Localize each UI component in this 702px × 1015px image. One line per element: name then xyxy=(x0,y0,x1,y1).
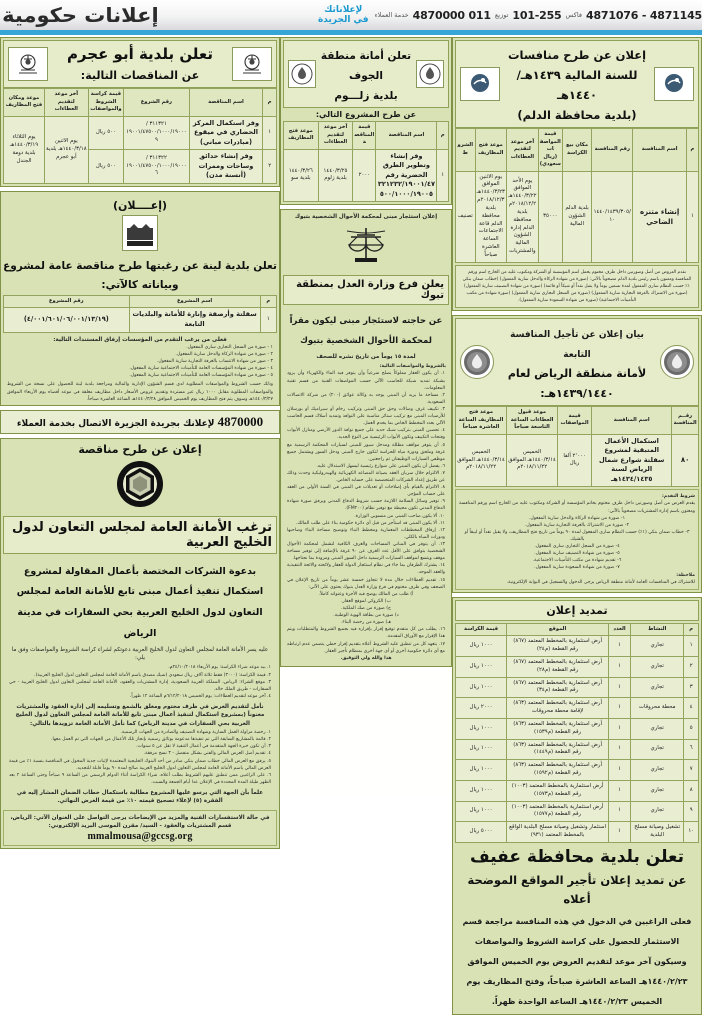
gcc-requirement: ٦. على الراغبين ممن تنطبق عليهم الشروط بطلب أعلاه، شراء الكراسة أثناء الدوام الرسمي من الساعة ٩ صباحاً وحتى الساعة ٢ بعد الظهر طيلة المدة المحددة في الإعلان عدا أيام الجمعة والسبت. xyxy=(9,772,271,785)
cell-activity: تجاري xyxy=(630,739,683,760)
justice-logo-wrap xyxy=(283,225,449,273)
cell-name: استكمال الأعمال المتبقية لمشروع سفلتة شوارع شمال الرياض لسنة ١٤٣٤/١٤٣٥هـ xyxy=(592,434,672,487)
left-column xyxy=(0,37,280,849)
justice-condition: ب) الكروكي لموقع العقار. xyxy=(341,598,391,604)
ad-abu-ajram xyxy=(0,37,280,187)
table-header-row xyxy=(4,89,277,117)
ad-riyadh-postpone xyxy=(452,315,702,593)
cell-count: ١ xyxy=(609,698,631,719)
riyadh-term: ٣- خطاب ضمان بنكي (١٪) حسب النظام ساري المفعول لمدة ٩٠ يوماً من تاريخ فتح المظاريف، ولا يقبل نقداً أو لبيقاً أو بالشيك. xyxy=(464,529,690,542)
linah-kicker: (إعــــلان) xyxy=(112,198,168,212)
table-row xyxy=(4,116,277,150)
justice-condition: ٣. تكييف غرف وصالات وحق حق المبنى وتركيب رخام أو سيراميك أو بورسلان للأرضيات المبنى مع تركيب ستائر مناسبة على النوافذ وتمديد أسلاك قسم الحاسب الآلي بعدد المخطط الخاص بما يخدم العمل. xyxy=(287,406,445,427)
ad-jouf xyxy=(280,37,452,205)
col-activity: النشاط xyxy=(630,623,683,636)
col-no: م xyxy=(437,122,449,150)
justice-conditions-label: بالشروط والمواصفات التالية: xyxy=(379,364,446,370)
cell-no: ٧ xyxy=(684,760,699,781)
cell-no: ٦ xyxy=(684,739,699,760)
cell-opening: ١٤٤٠/٣/٢٦ بلدية سو xyxy=(284,149,319,202)
justice-condition: ج) صورة من صك الملكية. xyxy=(341,606,391,612)
cell-count: ١ xyxy=(609,677,631,698)
ad-afif xyxy=(452,597,702,1015)
gcc-contact-box xyxy=(3,810,277,846)
cell-count: ١ xyxy=(609,636,631,657)
gcc-requirement: ١. رخصة مزاولة العمل السارية وشهادة التصنيف والصادرة من الجهات الرسمية. xyxy=(120,730,271,736)
linah-logo-wrap xyxy=(3,215,277,252)
cell-open: الخميس ١٤٤٠/٣/١٤هـ الموافق ٢٠١٨/١١/٢٢م xyxy=(456,434,507,487)
col-open: موعد فتح المظاريف الساعة العاشرة صباحاً xyxy=(456,407,507,435)
justice-banner: إعلان استئجار مبنى لمحكمة الأحوال الشخصية بتبوك xyxy=(294,214,438,221)
cell-deadline: يوم الاثنين ١٤٤٠/٣/١٨هـ بلدية أبو عجرم xyxy=(44,116,88,183)
masthead xyxy=(0,0,702,30)
gcc-subtitle-wrap xyxy=(3,557,277,644)
linah-doc-item: ٥ - صورة من شهادة المؤسسات العامة للتأمينات الاجتماعية سارية المفعول. xyxy=(129,373,273,379)
justice-duration: لمدة ١٥ يوماً من تاريخ نشره للصحف xyxy=(316,353,416,360)
dalam-municipality-emblem-icon xyxy=(654,67,694,101)
cell-activity: تجاري xyxy=(630,760,683,781)
table-header-row xyxy=(456,623,699,636)
cell-conditions: تصنيف xyxy=(456,171,476,262)
col-location: الموقع xyxy=(507,623,609,636)
table-row xyxy=(456,718,699,739)
table-row xyxy=(456,698,699,719)
col-value: قيمة المناقصة xyxy=(353,122,376,150)
gcc-subtitle: بدعوة الشركات المختصة بأعمال المقاولة لمشروع استكمال تنفيذ أعمال مبنى تابع للأمانة العامة لمجلس التعاون لدول الخليج العربية بحي السفارات في مدينة الرياض xyxy=(16,565,264,639)
cell-activity: تجاري xyxy=(630,656,683,677)
masthead-contact-block xyxy=(375,9,702,22)
riyadh-title-block xyxy=(498,322,656,402)
afif-footer-title: تعلن بلدية محافظة عفيف xyxy=(469,846,684,867)
riyadh-term: ٦- تقديم شهادة من مكتب التأمينات الاجتماعية. xyxy=(532,558,622,564)
justice-condition: ٨. الالتزام بالقيام بأي إصلاحات أو تعديلات في المبنى في السنة الأولى من العقد على حساب المؤجر. xyxy=(287,485,445,498)
cell-no: ١ xyxy=(263,116,277,150)
jouf-title-block xyxy=(320,44,412,104)
cell-location: أرض استثمارية بالمخطط المعتمد (٨٦٧) رقم القطعة (م٢٤) xyxy=(507,636,609,657)
riyadh-emirate-emblem-icon xyxy=(660,345,694,379)
cell-no: ١ xyxy=(686,171,698,262)
cell-no: ١ xyxy=(260,308,276,332)
masthead-tagline xyxy=(312,5,375,25)
cell-price: ٢٠٠٠ ريال xyxy=(456,698,507,719)
subscriptions-label: توزيع xyxy=(494,11,509,19)
cell-price: ١٠٠٠ ريال xyxy=(456,636,507,657)
linah-title: تعلن بلدية لينة عن رغبتها طرح مناقصة عامة لمشروع وبياناته كالآتي: xyxy=(3,259,277,291)
cell-specs: ٢٬٠٠٠ ألفا ريال xyxy=(558,434,592,487)
gcc-closing: علماً بأن الجهة التي يرسو عليها المشروع مطالبة باستكمال خطاب الضمان المشار إليه في الفقرة (٥) لإعلاء تصحيح قيمته ١٠٪ من قيمة العرض النهائي. xyxy=(16,790,264,805)
jouf-header xyxy=(283,40,449,108)
right-column xyxy=(452,37,702,1015)
abu-ajram-subtitle: عن المناقصات التالية: xyxy=(80,69,200,82)
riyadh-terms-box xyxy=(455,489,699,589)
table-row xyxy=(284,149,449,202)
cell-no: ٢ xyxy=(263,150,277,184)
col-no: م xyxy=(260,295,276,308)
ad-strip-phone: 4870000 xyxy=(217,413,264,429)
abu-ajram-table xyxy=(3,88,277,184)
dalam-municipality-emblem-icon-2 xyxy=(460,67,500,101)
riyadh-terms-title: شروط التقدم: xyxy=(662,494,695,500)
gcc-mid-paragraph: نأمل لتقديم العرض في ظرف مختوم ومغلق بالشمع وتسليمه إلى إدارة العقود والمشتريات معنوناً (بمشروع استكمال لتنفيذ أعمال مبنى تابع للأمانة العامة لمجلس التعاون لدول الخليج العربية بحي السفارات في مدينة الرياض) كما نأمل الأمانة العامة تزويدها بالتالي: xyxy=(15,703,265,727)
justice-subtitle: عن حاجته لاستئجار مبنى ليكون مقراً لمحكمة الأحوال الشخصية بتبوك xyxy=(289,315,443,347)
cell-no: ٩ xyxy=(684,801,699,822)
col-no: م xyxy=(263,89,277,117)
cell-no: ١٠ xyxy=(684,822,699,843)
ad-linah xyxy=(0,191,280,406)
col-name: اسم المناقصة xyxy=(376,122,437,150)
riyadh-term: ٥- صورة من شهادة التصنيف سارية المفعول. xyxy=(534,551,620,557)
justice-subtitle-wrap xyxy=(283,305,449,352)
gcc-requirement: ٣. أن تكون خبرة الجهة المتقدمة في أعمال التنفيذ لا تقل عن ٥ سنوات. xyxy=(136,744,271,750)
cell-price: ١٠٠٠ ريال xyxy=(456,718,507,739)
cell-location: أرض استثمارية بالمخطط المعتمد (٨٦٣) رقم القطعة (م١٤٤٩) xyxy=(507,739,609,760)
cell-booklet: ٥٠٠ ريال xyxy=(88,116,123,150)
riyadh-title-line1: بيان إعلان عن تأجيل المنافسة التابعة xyxy=(510,330,644,360)
table-header-row xyxy=(456,129,699,172)
cell-name: وفر إنشاء وتطوير الطرق الحضرية رقم ٣٢١٢٣٢/١٩٠٠١/٤٧٥٠٠/١٠٠٠/١٩٠٠٥ xyxy=(376,149,437,202)
justice-condition: ٤. تحصين المبنى بتركيب شبك حديد على جميع نوافذ الدور الأرضي ومنازل الأبواب وفتحات التكييف وتكون الأبواب الرئيسية من النوع الجديد. xyxy=(287,428,445,441)
gcc-email[interactable]: mmalmousa@gccsg.org xyxy=(87,830,193,842)
gcc-lead: عليه يسر الأمانة العامة لمجلس التعاون لدول الخليج العربية دعوتكم لشراء كراسة الشروط والمواصفات وفق ما يلي: xyxy=(11,646,269,662)
dalam-footer-note: تقدم العروض من أصل وصورتين داخل ظرف مختوم يحمل اسم المؤسسة أو الشركة ومكتوب عليه من الخارج اسم ورقم المنافسة ومعنون باسم رئيس بلدية الدلم مصحوباً بالآتي: (صورة من شهادة الزكاة والدخل سارية المفعول) (خطاب ضمان بنكي ١٪ حسب النظام ساري المفعول لمدة تسعين يوماً ولا يقبل نقداً أو شيكاً أو قائمة) (صورة من شهادة التصنيف سارية المفعول) (صورة من الاشتراك بالغرفة التجارية سارية المفعول) (صورة من السجل التجاري سارية المفعول) (صورة شهادة من مكتب التأمينات الاجتماعية) (صورة من شهادة السعودة سارية المفعول). xyxy=(455,265,699,308)
col-project-no: رقم المشروع xyxy=(4,295,130,308)
cell-count: ١ xyxy=(609,780,631,801)
table-row xyxy=(456,739,699,760)
dalam-header xyxy=(455,40,699,128)
cell-deadline: يوم الأحد الموافق ١٤٤٠/٣/٢٢هـ ٢٠١٨/١٢/٢م بلدية محافظة الدلم إدارة الشؤون المالية والمشتريات xyxy=(507,171,539,262)
table-row xyxy=(456,822,699,843)
justice-condition: ١٤. يشترك الطرفان بما جاء في نظام استئجار الدولة للعقار ولائحته والائحة التنفيذية والعقد الموحد. xyxy=(287,563,445,576)
ad-ministry-of-justice xyxy=(280,209,452,667)
riyadh-terms-intro: يقدم العرض من أصل وصورتين داخل ظرف مختوم بخاتم المؤسسة أو الشركة ومكتوب عليه من الخارج اسم ورقم المنافسة ومعنون باسم إدارة المشتريات مصحوباً بالآتي: xyxy=(459,501,695,514)
linah-docs-list xyxy=(3,344,277,380)
cell-location: أرض استثمارية بالمخطط المعتمد (٨٦٣) رقم القطعة (م١٥٣٩) xyxy=(507,718,609,739)
gcc-requirement: ٥. يرفق مع العرض المالي خطاب ضمان بنكي صادر من أحد البنوك الخليجية المعتمدة لإثبات جدية المخول في المناقصة بنسبة ١٪ من قيمة العرض المالي باسم الأمانة العامة لمجلس التعاون لدول الخليج العربية صالح لمدة ٩٠ يوماً قابلة للتجديد. xyxy=(9,758,271,771)
cell-project-no: ٣١١٣٢٢ /١٩٠٠١/٤٧٥٠٠/١٠٠٠/١٩٠٠٠٦ xyxy=(124,150,190,184)
cell-name: وفر إنشاء حدائق وساحات وممرات (أنسنة مدن) xyxy=(189,150,263,184)
justice-condition: ٧. الالتزام خلال سريان العقد بصيانة المصاعد الكهربائية والهيدروليكية وحدث وذلك عن طريق إعداد الشركات المتخصصة على حسابه الخاص. xyxy=(287,470,445,484)
municipality-emblem-icon xyxy=(232,47,272,81)
afif-footer-body-wrap xyxy=(455,909,699,1012)
page-title: إعلانات حكومية xyxy=(2,3,159,27)
cell-price: ٣٥٠٠٠ xyxy=(538,171,562,262)
gcc-contact-note: في حالة الاستفسارات الفنية والمزيد من الإيضاحات يرجى التواصل على العنوان الآتي: الرياض، قسم المشتريات والعقود - السيد/ مقرن الموسى البريد الإلكتروني: xyxy=(10,814,270,830)
cell-no: ١ xyxy=(437,149,449,202)
col-sale-place: مكان بيع الكراسة xyxy=(562,129,591,172)
dalam-title-line2: (بلدية محافظة الدلم) xyxy=(517,108,637,122)
col-opening: موعد فتح المظاريف xyxy=(475,129,507,172)
cell-activity: تجاري xyxy=(630,636,683,657)
riyadh-header xyxy=(455,318,699,406)
col-deadline: آخر موعد لتقديم العطاءات xyxy=(318,122,353,150)
riyadh-term: ٧- صورة من شهادة السعودة سارية المفعول. xyxy=(534,565,620,571)
riyadh-terms-list xyxy=(459,515,695,572)
cell-activity: تجاري xyxy=(630,780,683,801)
justice-condition: ١٠. ألا يكون صاحب المبنى من منسوبي الوزارة. xyxy=(354,513,445,519)
col-no: م xyxy=(684,623,699,636)
table-row xyxy=(456,801,699,822)
cell-no: ٥ xyxy=(684,718,699,739)
riyadh-note-label: ملاحظة: xyxy=(676,572,695,578)
col-specs: قيمة المواصفات xyxy=(558,407,592,435)
abu-ajram-header xyxy=(3,40,277,88)
abu-ajram-title: تعلن بلدية أبو عجرم xyxy=(66,45,214,63)
col-price: قيمة الكراسة xyxy=(456,623,507,636)
justice-condition: ٥. أن يتوفر مواقف مظللة ومدخل سيور للمبنى لسيارات المحكمة الرسمية مع غرفة وملحق ودورة مياه للحراسة لتكون خارج المبنى ودخل السور ويشتمل جميع موظفي السيارات الوظيفتان ثم راجعتين. xyxy=(287,442,445,462)
customer-service-number: 011 4870000 xyxy=(412,8,491,22)
riyadh-term: ٤- صورة من السجل التجاري ساري المفعول. xyxy=(534,544,620,550)
jouf-title-line1: تعلن أمانة منطقة الجوف xyxy=(320,50,412,82)
cell-no: ١ xyxy=(684,636,699,657)
gcc-item: ٣. موقع الشراء: الرياض، المملكة العربية السعودية، إدارة المشتريات والعقود، الأمانة العامة لمجلس التعاون لدول الخليج العربية - حي السفارات - طريق الملك خالد. xyxy=(9,679,271,692)
linah-table xyxy=(3,295,277,333)
ad-dalam xyxy=(452,37,702,311)
cell-project-no: (٤/٠٠١/٦٠١/٠٦/٠٠١/١٣/١٩) xyxy=(4,308,130,332)
col-tender-no: رقــم المنافسة xyxy=(672,407,699,435)
col-deadline: آخر موعد لتقديم العطاءات xyxy=(44,89,88,117)
col-project-no: رقم الشروع xyxy=(124,89,190,117)
cell-location: أرض استثمارية بالمخطط المعتمد (٨٦٣) لإقامة محطة محروقات xyxy=(507,698,609,719)
cell-project-no: ٣١١٣٢١ /١٩٠٠١/٤٧٥٠٠/١٠٠٠/١٩٠٠٠٩ xyxy=(124,116,190,150)
justice-condition: ١١. ألا يكون المبنى قد استأجر من قبل أي دائرة حكومية بناء على طلب المالك. xyxy=(295,520,445,526)
cell-tender-no: ١٤٤٠/١٤٣٩/٣٠٥/١٠ xyxy=(592,171,633,262)
justice-condition: ٦. يفضل أن يكون المبنى على شوارع رئيسية ليسهل الاستدلال عليه. xyxy=(316,463,445,469)
ministry-of-justice-emblem-icon xyxy=(343,225,389,273)
col-name: اسم المنافسة xyxy=(592,407,672,435)
subscriptions-number: 101-255 xyxy=(512,8,562,22)
gcc-item: ٢. قيمة الكراسة: (٣٠٠٠) فقط ثلاثة آلاف ريال سعودي (شيك مصدق باسم الأمانة العامة لمجلس التعاون لدول الخليج العربية). xyxy=(34,672,271,678)
abu-ajram-title-block xyxy=(52,44,228,84)
masthead-rule xyxy=(0,30,702,35)
afif-footer-body: فعلى الراغبين في الدخول في هذه المنافسة مراجعة قسم الاستثمار للحصول على كراسة الشروط والمواصفات وسيكون آخر موعد لتقديم العروض يوم الخميس الموافق ١٤٤٠/٢/٢٣هـ الساعة العاشرة صباحاً، وفتح المظاريف يوم الخميس ١٤٤٠/٢/٢٣هـ الساعة الواحدة ظهراً. xyxy=(462,916,692,1006)
gcc-items-list xyxy=(3,664,277,700)
table-row xyxy=(456,171,699,262)
cell-count: ١ xyxy=(609,801,631,822)
dalam-title-block xyxy=(504,44,650,124)
cell-price: ١٠٠٠ ريال xyxy=(456,677,507,698)
municipality-emblem-icon-2 xyxy=(8,47,48,81)
col-opening: موعد ومكان فتح المظاريف xyxy=(4,89,45,117)
justice-title-band xyxy=(283,275,449,305)
gcc-requirement: ٤. تقديم أصل العرض المالي والفني بشكل منفصل - ٣ نسخ مرفقة. xyxy=(143,751,271,757)
cell-sale-place: بلدية الدلم الشؤون المالية xyxy=(562,171,591,262)
justice-condition: ٢. مساحة ما يزيد أن المبنى يوجد به وكالة عوائق (٢٠٠) من شركة الاتصالات السعودية. xyxy=(287,392,445,405)
jouf-table xyxy=(283,121,449,202)
jouf-title-line2: بلدية زلـــوم xyxy=(334,90,398,102)
afif-footer-subtitle-wrap xyxy=(455,868,699,909)
cell-name: إنشاء متنزه الضاحي xyxy=(633,171,686,262)
gcc-kicker: إعلان عن طرح مناقصة xyxy=(78,442,202,456)
table-header-row xyxy=(456,407,699,435)
linah-footer-note: وذلك حسب الشروط والمواصفات المطلوبة لدى قسم الشؤون الإدارية والمالية ومراجعة بلدية لينة للحصول على نسخة من الشروط والمواصفات المطلوبة مقابل ١٠٠٠ ريال غير مستردة وتقديم عروض الأسعار داخل مظاريف مغلقة في موعد أقصاه يوم الأربعاء الموافق ١٤٤٠/٣/٢٧هـ وسوف يتم فتح المظاريف يوم الخميس الموافق ١٤٤٠/٣/٢٨هـ الساعة العاشرة صباحاً. xyxy=(7,382,273,402)
linah-doc-item: ١ - صورة من السجل التجاري ساري المفعول. xyxy=(186,344,273,350)
riyadh-term: ١- صورة من شهادة الزكاة والدخل سارية المفعول. xyxy=(528,515,626,521)
table-row xyxy=(456,656,699,677)
col-accept: موعد قبول العطاءات الساعة التاسعة صباحاً xyxy=(507,407,558,435)
table-row xyxy=(456,636,699,657)
cell-activity: تشغيل وصيانة مسلخ البلدية xyxy=(630,822,683,843)
col-count: العدد xyxy=(609,623,631,636)
riyadh-term: ٢- صورة من الاشتراك بالغرفة التجارية سارية المفعول. xyxy=(524,522,630,528)
customer-service-label: خدمة العملاء xyxy=(374,11,409,19)
justice-condition: ١٥. تقديم العطاءات خلال مدة لا تتجاوز خمسة عشر يوماً من تاريخ الإعلان في الصحف وفي ظرف مختوم في فرع وزارة العدل بتبوك يحتوي على الآتي: xyxy=(287,577,445,590)
justice-closing: هذا والله ولي التوفيق. xyxy=(340,655,392,661)
cell-location: أرض استثمارية بالمخطط المعتمد (٨٦٧) رقم القطعة (م٢٨) xyxy=(507,656,609,677)
jouf-emirate-emblem-icon-2 xyxy=(288,60,316,88)
gcc-item: ٤. آخر موعد لتقديم العطاءات: يوم الخميس ٦/١٢/٢٠١٨م الساعة ١٢ ظهراً. xyxy=(129,693,271,699)
col-booklet: قيمة كراسة الشروط والمواصفات xyxy=(88,89,123,117)
fax-numbers: 4871145 - 4871076 xyxy=(586,8,702,22)
justice-condition: ١٧. يتعهد كل من تنطبق عليه الشروط أعلاه بتقديم إقرار خطي يتضمن عدم ارتباطه مع أي دائرة حكومية أخرى أو أي جهة أخرى بمنظام تأجير العقار. xyxy=(287,641,445,654)
justice-condition: ٩. توفير وسائل السلامة اللازمة حسب شروط الدفاع المدني ويرفق صورة شهادة الدفاع المدني تكون محيطة مع توفير نظام (FM٢٠٠). xyxy=(287,499,445,512)
linah-title-wrap xyxy=(3,254,277,292)
linah-doc-item: ٢ - صورة من شهادة الزكاة والدخل سارية المفعول. xyxy=(175,352,273,357)
cell-activity: تجاري xyxy=(630,677,683,698)
cell-tender-no: ٨٠ xyxy=(672,434,699,487)
table-row xyxy=(456,434,699,487)
riyadh-title-line2: لأمانة منطقة الرياض لعام ١٤٣٩/١٤٤٠هـ: xyxy=(507,367,647,400)
dalam-title-line1: إعلان عن طرح منافسات للسنة المالية ١٤٣٩هـ/١٤٤٠هـ xyxy=(507,48,647,102)
gcc-title-band xyxy=(3,516,277,554)
col-project-name: اسم المشروع xyxy=(129,295,260,308)
gcc-requirement: ٢. قائمة بالمشاريع السابقة التي تم تنفيذها مدعومة بوثائق رسمية بإنجاز تلك الأعمال من الجهات التي تم العمل معها. xyxy=(51,737,271,743)
cell-price: ١٠٠٠ ريال xyxy=(456,760,507,781)
cell-location: أرض استثمارية بالمخطط المعتمد (٨٦٧) رقم القطعة (م٣٤) xyxy=(507,677,609,698)
gcc-requirements-list xyxy=(3,729,277,786)
cell-no: ٨ xyxy=(684,780,699,801)
justice-conditions-list xyxy=(283,370,449,663)
masthead-tagline-line1: لإعلاناتك xyxy=(324,5,363,15)
col-name: اسم المنافسة xyxy=(633,129,686,172)
cell-value: ٢٠٠٠ xyxy=(353,149,376,202)
cell-price: ١٠٠٠ ريال xyxy=(456,801,507,822)
afif-footer-subtitle: عن تمديد إعلان تأجير المواقع الموضحة أعلاه xyxy=(467,872,687,906)
cell-no: ٢ xyxy=(684,656,699,677)
col-tender-no: رقم المنافسة xyxy=(592,129,633,172)
cell-activity: تجاري xyxy=(630,801,683,822)
linah-kicker-block xyxy=(3,194,277,213)
justice-condition: ١. أن يكون العقار مملوكاً يصلح شرعياً وأن يتوفر فيه الماء والكهرباء وأن يزود بشبكة تمديد شبكة للحاسب الآلي حسب المواصفات الفنية من قسم تقنية المعلومات. xyxy=(287,371,445,391)
afif-banner xyxy=(455,600,699,621)
columns-grid xyxy=(0,37,702,1006)
col-no: م xyxy=(686,129,698,172)
justice-title: يعلن فرع وزارة العدل بمنطقة تبوك xyxy=(296,278,444,301)
cell-count: ١ xyxy=(609,718,631,739)
justice-condition: ١٢. إرفاق المخططات المعمارية ومخطط البناء وتوضيح مساحة البناء وصاحبها ودورات المياه بالكلي. xyxy=(287,527,445,540)
jouf-emirate-emblem-icon xyxy=(416,60,444,88)
justice-condition: ١٣. أن يتوفر في المباني المساحات والغرف الكافية لتشمل لمحكمة الأحوال الشخصية بتوافق على الأقل عدد الغرف عن ٩٠ غرفة بالإضافة إلى توفير مساحة موقف ويتسع لمواقف السيارات الرسمية داخل السور المبنى ومزودة بما نحتاجها. xyxy=(287,542,445,562)
cell-no: ٣ xyxy=(684,677,699,698)
afif-banner-title: تمديد إعلان xyxy=(546,603,608,617)
justice-condition: د) صورة من بطاقة الهوية الوطنية. xyxy=(333,613,399,619)
dalam-table xyxy=(455,128,699,263)
cell-price: ٥٠٠٠ ريال xyxy=(456,822,507,843)
riyadh-note: للاشتراك في المنافسات العامة لأمانة منطقة الرياض يرجى الدخول والتسجيل في البوابة الإلكترونية. xyxy=(506,579,695,585)
gcc-logo-wrap xyxy=(3,459,277,513)
col-price: قيمة المواصفات (ريال سعودي) xyxy=(538,129,562,172)
riyadh-emirate-emblem-icon-2 xyxy=(460,345,494,379)
gcc-item: ١. بيد موعد شراء الكراسة: يوم الأربعاء ٢٤/١٠/٢٠١٨م. xyxy=(168,665,271,671)
afif-footer-title-wrap xyxy=(455,843,699,868)
cell-deadline: ١٤٤٠/٣/٢٥ بلدية زلوم xyxy=(318,149,353,202)
justice-condition: هـ) صورة من رخصة البناء. xyxy=(340,620,392,626)
linah-doc-item: ٤ - صورة من شهادة المؤسسات العامة للتأمينات الاجتماعية سارية المفعول. xyxy=(129,366,273,372)
ad-strip-contact[interactable] xyxy=(0,410,280,434)
cell-opening: يوم الثلاثاء ١٤٤٠/٣/١٩هـ بلدية دومة الجندل xyxy=(4,116,45,183)
cell-price: ١٠٠٠ ريال xyxy=(456,656,507,677)
table-row xyxy=(456,677,699,698)
masthead-tagline-line2: في الجريدة xyxy=(317,15,369,25)
cell-count: ١ xyxy=(609,739,631,760)
linah-doc-item: ٣ - صور من شهادة الانتساب بالغرفة التجارية سارية المفعول. xyxy=(156,359,273,365)
cell-booklet: ٥٠٠ ريال xyxy=(88,150,123,184)
table-row xyxy=(456,780,699,801)
linah-docs-intro: فعلى من يرغب التقدم من المؤسسات إرفاق المستندات التالية: xyxy=(53,336,227,343)
cell-name: وفر استكمال المركز الحضاري في ميقوع (مبادرات مباني) xyxy=(189,116,263,150)
jouf-subtitle: عن طرح المشروع التالي: xyxy=(315,110,417,119)
justice-condition: ١٦. يطلب من كل متقدم توقيع إقرار بإقراره فيه بجميع الشروط والمتطلبات ويتم هذا الإقرار مع الأوراق المقدمة. xyxy=(287,627,445,640)
cell-opening: يوم الاثنين الموافق ١٤٤٠/٣/٢٣هـ ٢٠١٨/١٢/٣م بلدية محافظة الدلم قاعة الاجتماعات الساعة العاشرة صباحاً xyxy=(475,171,507,262)
gcc-title: ترغب الأمانة العامة لمجلس التعاون لدول الخليج العربية xyxy=(12,519,272,550)
cell-location: أرض استثمارية بالمخطط المعتمد (٨٦٣) رقم القطعة (م١٥٩٢) xyxy=(507,760,609,781)
cell-location: أرض استثمارية بالمخطط المعتمد (١٠٠٣) رقم القطعة (م١٥٧٣) xyxy=(507,780,609,801)
afif-table xyxy=(455,623,699,843)
table-header-row xyxy=(284,122,449,150)
cell-no: ٤ xyxy=(684,698,699,719)
cell-count: ١ xyxy=(609,656,631,677)
gcc-emblem-icon xyxy=(114,459,166,513)
table-row xyxy=(4,308,277,332)
cell-activity: تجاري xyxy=(630,718,683,739)
linah-municipality-emblem-icon xyxy=(122,215,158,251)
col-deadline: آخر موعد لتقديم العطاءات xyxy=(507,129,539,172)
cell-accept: الخميس ١٤٤٠/٣/١٤هـ الموافق ٢٠١٨/١١/٢٢م xyxy=(507,434,558,487)
col-opening: موعد فتح المظاريف xyxy=(284,122,319,150)
ad-strip-text: لإعلانك بجريدة الجزيرة الاتصال بخدمة العملاء xyxy=(16,418,215,429)
justice-condition: أ) طلب من المالك يوضح فيه الأجرة وعنوانه كاملاً. xyxy=(318,591,414,597)
riyadh-table xyxy=(455,406,699,487)
table-row xyxy=(456,760,699,781)
cell-count: ١ xyxy=(609,822,631,843)
fax-label: فاكس xyxy=(565,11,582,19)
col-conditions: الشروط xyxy=(456,129,476,172)
cell-location: أرض استثمارية بالمخطط المعتمد (١٠٠٣) رقم القطعة (م١٥٧٧) xyxy=(507,801,609,822)
cell-activity: محطة محروقات xyxy=(630,698,683,719)
cell-project-name: سفلتة وأرصفة وإنارة للأمانة والبلديات التابعة xyxy=(129,308,260,332)
cell-count: ١ xyxy=(609,760,631,781)
cell-price: ١٠٠٠ ريال xyxy=(456,739,507,760)
ad-gcc xyxy=(0,438,280,849)
col-name: اسم المناقصة xyxy=(189,89,263,117)
table-header-row xyxy=(4,295,277,308)
cell-price: ١٠٠٠ ريال xyxy=(456,780,507,801)
middle-column xyxy=(280,37,452,667)
cell-location: استثمار وتشغيل وصيانة مسلخ البلدية الواقع بالمخطط المعتمد (٩٣١) xyxy=(507,822,609,843)
